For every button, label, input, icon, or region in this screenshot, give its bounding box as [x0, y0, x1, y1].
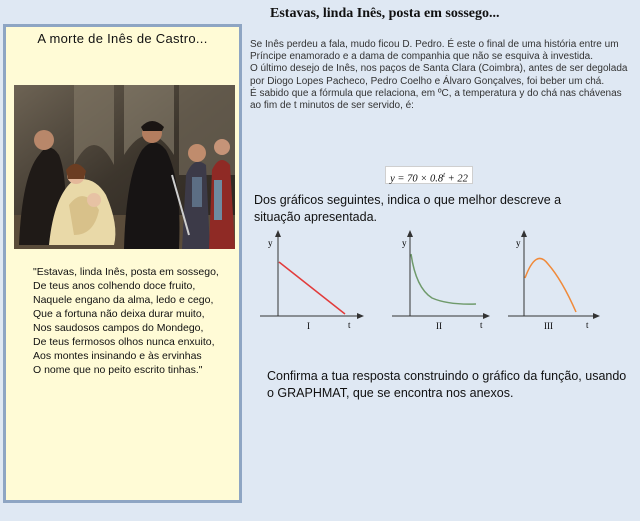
graph-III-x-label: t	[586, 320, 589, 330]
graph-II-label: II	[436, 321, 442, 331]
graph-I-x-label: t	[348, 320, 351, 330]
paragraph-1: Se Inês perdeu a fala, mudo ficou D. Pedro. É este o final de uma história entre um Príncipe enamorado e a dama de companhia que não se esquiva à investida.	[250, 39, 619, 63]
intro-text	[250, 39, 635, 112]
formula-base: y = 70 × 0.8	[390, 173, 444, 185]
paragraph-3: É sabido que a fórmula que relaciona, em ºC, a temperatura y do chá nas chávenas ao fim de t minutos de ser servido, é:	[250, 87, 622, 112]
graph-II-curve	[411, 254, 476, 304]
painting-image	[14, 85, 235, 249]
formula-tail: + 22	[445, 173, 468, 185]
confirm-text: Confirma a tua resposta construindo o gráfico da função, usando o GRAPHMAT, que se encontra nos anexos.	[267, 369, 627, 400]
poem-panel	[3, 24, 242, 503]
graph-III-curve	[525, 258, 576, 312]
painting-illustration	[14, 85, 235, 249]
graph-I-label: I	[307, 321, 310, 331]
graph-III-label: III	[544, 321, 553, 331]
formula-exponent: t	[443, 171, 446, 179]
graph-II-x-label: t	[480, 320, 483, 330]
poem-text: "Estavas, linda Inês, posta em sossego, De teus anos colhendo doce fruito, Naquele engano da alma, ledo e cego, Que a fortuna não deixa durar muito, Nos saudosos campos do Mondego, De teus fermosos olhos nunca enxuito, Aos montes insinando e às ervinhas O nome que no peito escrito tinhas."	[33, 266, 219, 376]
graph-I	[252, 228, 370, 338]
graph-I-curve	[279, 262, 345, 314]
graph-I-y-label: y	[268, 238, 273, 248]
panel-title: A morte de Inês de Castro...	[37, 31, 208, 46]
question-text: Dos gráficos seguintes, indica o que melhor descreve a situação apresentada.	[254, 193, 562, 224]
temperature-formula	[385, 166, 473, 184]
graph-II-y-label: y	[402, 238, 407, 248]
graph-III-y-label: y	[516, 238, 521, 248]
paragraph-2: O último desejo de Inês, nos paços de Santa Clara (Coimbra), antes de ser degolada por Diogo Lopes Pacheco, Pedro Coelho e Álvaro Gonçalves, foi beber um chá.	[250, 63, 628, 87]
graph-III	[500, 228, 610, 338]
graph-II	[380, 228, 498, 338]
page-title: Estavas, linda Inês, posta em sossego...	[270, 6, 500, 21]
